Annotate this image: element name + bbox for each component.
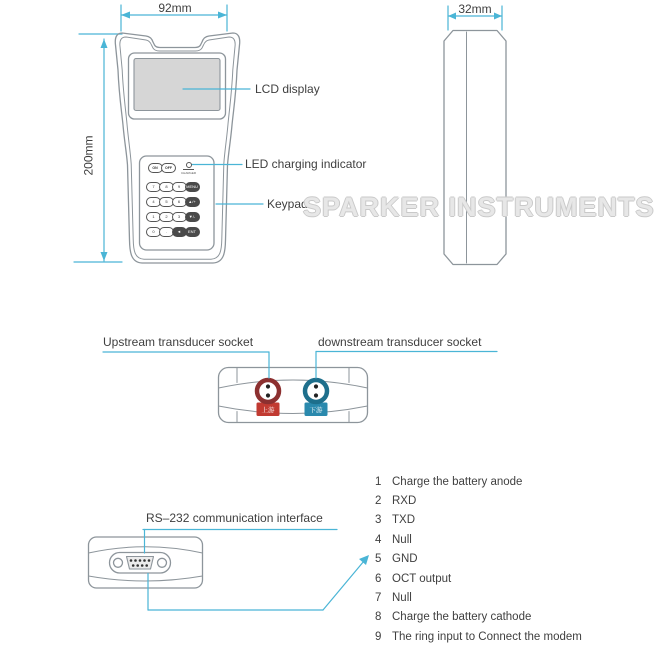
pinout-row-1: 1 Charge the battery anode: [375, 475, 523, 488]
pinout-row-6: 6 OCT output: [375, 572, 452, 585]
pinout-row-7: 7 Null: [375, 592, 412, 605]
pinout-row-4: 4 Null: [375, 533, 412, 546]
pinout-row-9: 9 The ring input to Connect the modem: [375, 630, 582, 643]
key-off: OFF: [161, 163, 176, 174]
key-3: 3: [172, 212, 187, 223]
downstream-socket-tab-label: 下游: [309, 407, 323, 414]
key-up: ▲/+: [185, 197, 200, 208]
lcd-screen: [134, 59, 220, 111]
led-charging-indicator-label: LED charging indicator: [245, 157, 367, 171]
key-6: 6: [172, 197, 187, 208]
key-menu: MENU: [185, 182, 200, 193]
upstream-socket-label: Upstream transducer socket: [103, 335, 254, 349]
socket-view: [103, 352, 497, 423]
db9-connector: [110, 553, 171, 574]
front-height-dimension-label: 200mm: [81, 135, 96, 176]
key-enter: ENT: [185, 227, 200, 238]
charger-led-icon: [186, 162, 192, 168]
key-on: ON: [148, 163, 163, 174]
key-2: 2: [159, 212, 174, 223]
lcd-display-label: LCD display: [255, 82, 320, 96]
keypad-label: Keypad: [267, 197, 308, 211]
pinout-row-2: 2 RXD: [375, 495, 417, 508]
front-width-dimension-label: 92mm: [158, 1, 192, 15]
downstream-socket-label: downstream transducer socket: [318, 335, 482, 349]
key-4: 4: [146, 197, 161, 208]
socket-leader-lines: [103, 352, 497, 379]
bottom-view: [89, 530, 370, 611]
key-backspace: ◄: [172, 227, 187, 238]
downstream-socket: [305, 380, 328, 416]
upstream-socket-tab-label: 上游: [261, 407, 275, 414]
pinout-row-5: 5 GND: [375, 553, 418, 566]
key-dot: .: [159, 227, 174, 238]
rs232-interface-label: RS–232 communication interface: [146, 511, 323, 525]
pinout-row-3: 3 TXD: [375, 514, 415, 527]
key-5: 5: [159, 197, 174, 208]
key-7: 7: [146, 182, 161, 193]
side-width-dimension-label: 32mm: [458, 2, 492, 16]
watermark-text: SPARKER INSTRUMENTS: [303, 192, 655, 222]
side-device-outline: [444, 31, 506, 265]
key-8: 8: [159, 182, 174, 193]
key-9: 9: [172, 182, 187, 193]
pinout-row-8: 8 Charge the battery cathode: [375, 611, 532, 624]
rs232-leader-lines: [143, 530, 369, 611]
key-1: 1: [146, 212, 161, 223]
key-down: ▼/-: [185, 212, 200, 223]
pinout-list: [375, 472, 582, 647]
charger-led-caption: CHARGER: [180, 170, 196, 175]
upstream-socket: [257, 380, 280, 416]
key-0: 0: [146, 227, 161, 238]
